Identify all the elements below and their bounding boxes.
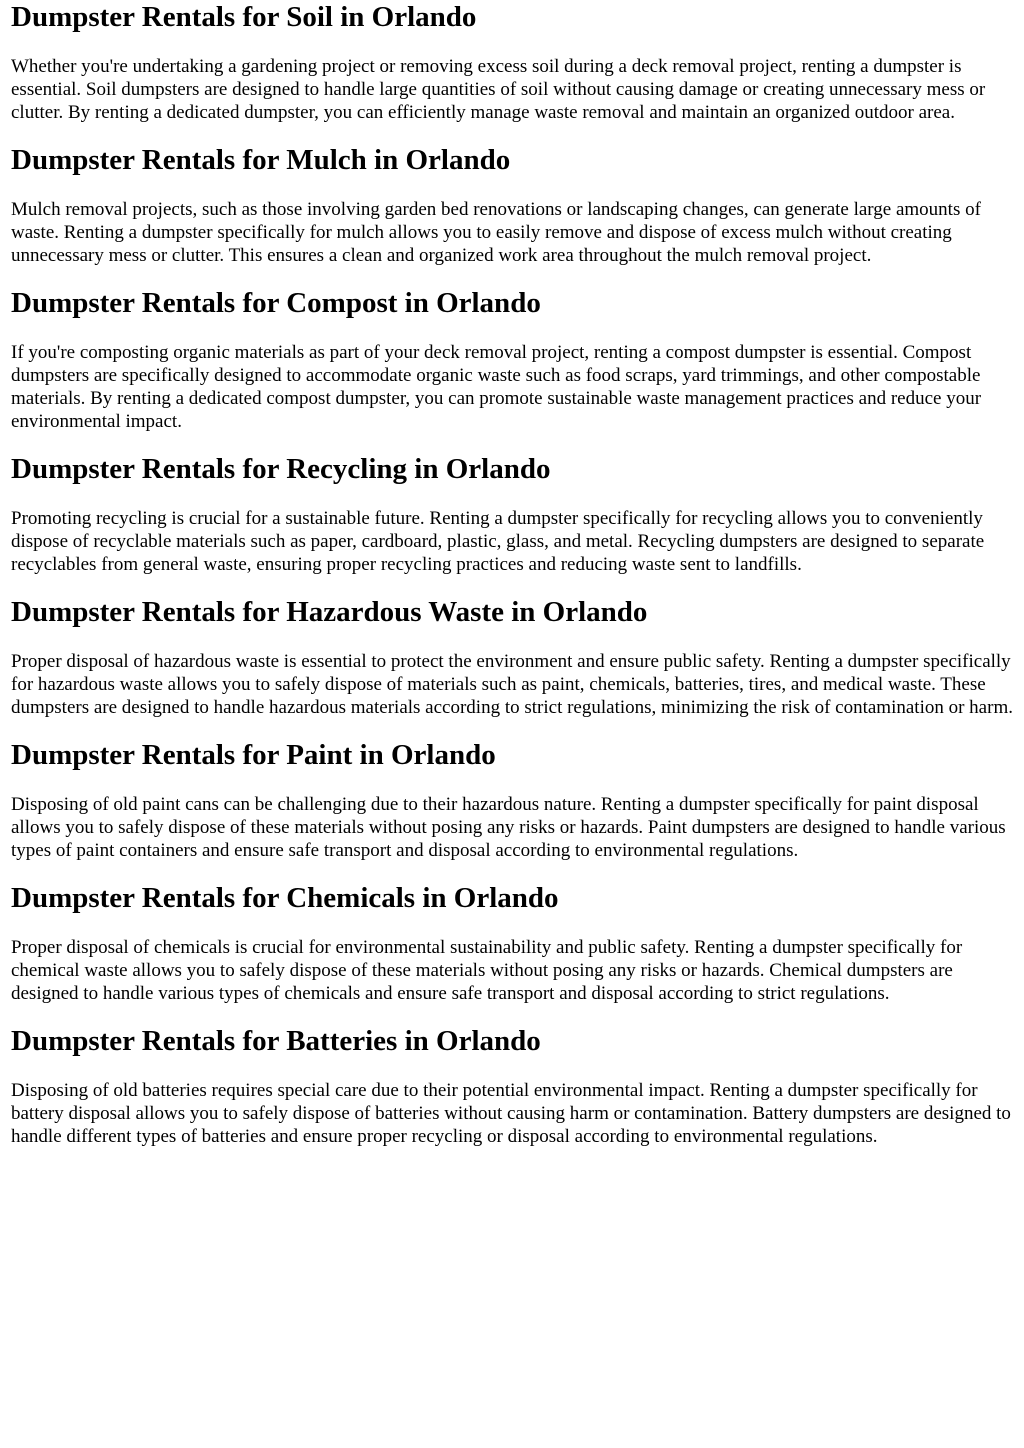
- heading-hazardous-waste: Dumpster Rentals for Hazardous Waste in Orlando: [11, 596, 648, 628]
- section-paint: [11, 738, 1013, 862]
- paragraph-batteries: Disposing of old batteries requires special care due to their potential environmental impact. Renting a dumpster specifically for battery disposal allows you to safely dispose of batteries without causing harm or contamination. Battery dumpsters are designed to handle different types of batteries and ensure proper recycling or disposal according to environmental regulations.: [11, 1080, 1011, 1147]
- paragraph-recycling: Promoting recycling is crucial for a sustainable future. Renting a dumpster specifically for recycling allows you to conveniently dispose of recyclable materials such as paper, cardboard, plastic, glass, and metal. Recycling dumpsters are designed to separate recyclables from general waste, ensuring proper recycling practices and reducing waste sent to landfills.: [11, 508, 985, 575]
- heading-soil: Dumpster Rentals for Soil in Orlando: [11, 1, 477, 33]
- heading-chemicals: Dumpster Rentals for Chemicals in Orlando: [11, 882, 559, 914]
- paragraph-chemicals: Proper disposal of chemicals is crucial for environmental sustainability and public safety. Renting a dumpster specifically for chemical waste allows you to safely dispose of these materials without posing any risks or hazards. Chemical dumpsters are designed to handle various types of chemicals and ensure safe transport and disposal according to strict regulations.: [11, 937, 963, 1004]
- paragraph-paint: Disposing of old paint cans can be challenging due to their hazardous nature. Renting a dumpster specifically for paint disposal allows you to safely dispose of these materials without posing any risks or hazards. Paint dumpsters are designed to handle various types of paint containers and ensure safe transport and disposal according to environmental regulations.: [11, 794, 1006, 861]
- section-compost: [11, 286, 1013, 433]
- heading-recycling: Dumpster Rentals for Recycling in Orlando: [11, 453, 551, 485]
- paragraph-compost: If you're composting organic materials as part of your deck removal project, renting a compost dumpster is essential. Compost dumpsters are specifically designed to accommodate organic waste such as food scraps, yard trimmings, and other compostable materials. By renting a dedicated compost dumpster, you can promote sustainable waste management practices and reduce your environmental impact.: [11, 342, 982, 432]
- heading-mulch: Dumpster Rentals for Mulch in Orlando: [11, 144, 511, 176]
- section-soil: [11, 0, 1013, 124]
- section-chemicals: [11, 881, 1013, 1005]
- section-mulch: [11, 143, 1013, 267]
- section-recycling: [11, 452, 1013, 576]
- section-batteries: [11, 1024, 1013, 1148]
- heading-compost: Dumpster Rentals for Compost in Orlando: [11, 287, 541, 319]
- paragraph-soil: Whether you're undertaking a gardening project or removing excess soil during a deck removal project, renting a dumpster is essential. Soil dumpsters are designed to handle large quantities of soil without causing damage or creating unnecessary mess or clutter. By renting a dedicated dumpster, you can efficiently manage waste removal and maintain an organized outdoor area.: [11, 56, 986, 123]
- heading-batteries: Dumpster Rentals for Batteries in Orlando: [11, 1025, 541, 1057]
- section-hazardous-waste: [11, 595, 1013, 719]
- paragraph-hazardous-waste: Proper disposal of hazardous waste is essential to protect the environment and ensure public safety. Renting a dumpster specifically for hazardous waste allows you to safely dispose of materials such as paint, chemicals, batteries, tires, and medical waste. These dumpsters are designed to handle hazardous materials according to strict regulations, minimizing the risk of contamination or harm.: [11, 651, 1013, 718]
- paragraph-mulch: Mulch removal projects, such as those involving garden bed renovations or landscaping changes, can generate large amounts of waste. Renting a dumpster specifically for mulch allows you to easily remove and dispose of excess mulch without creating unnecessary mess or clutter. This ensures a clean and organized work area throughout the mulch removal project.: [11, 199, 981, 266]
- heading-paint: Dumpster Rentals for Paint in Orlando: [11, 739, 496, 771]
